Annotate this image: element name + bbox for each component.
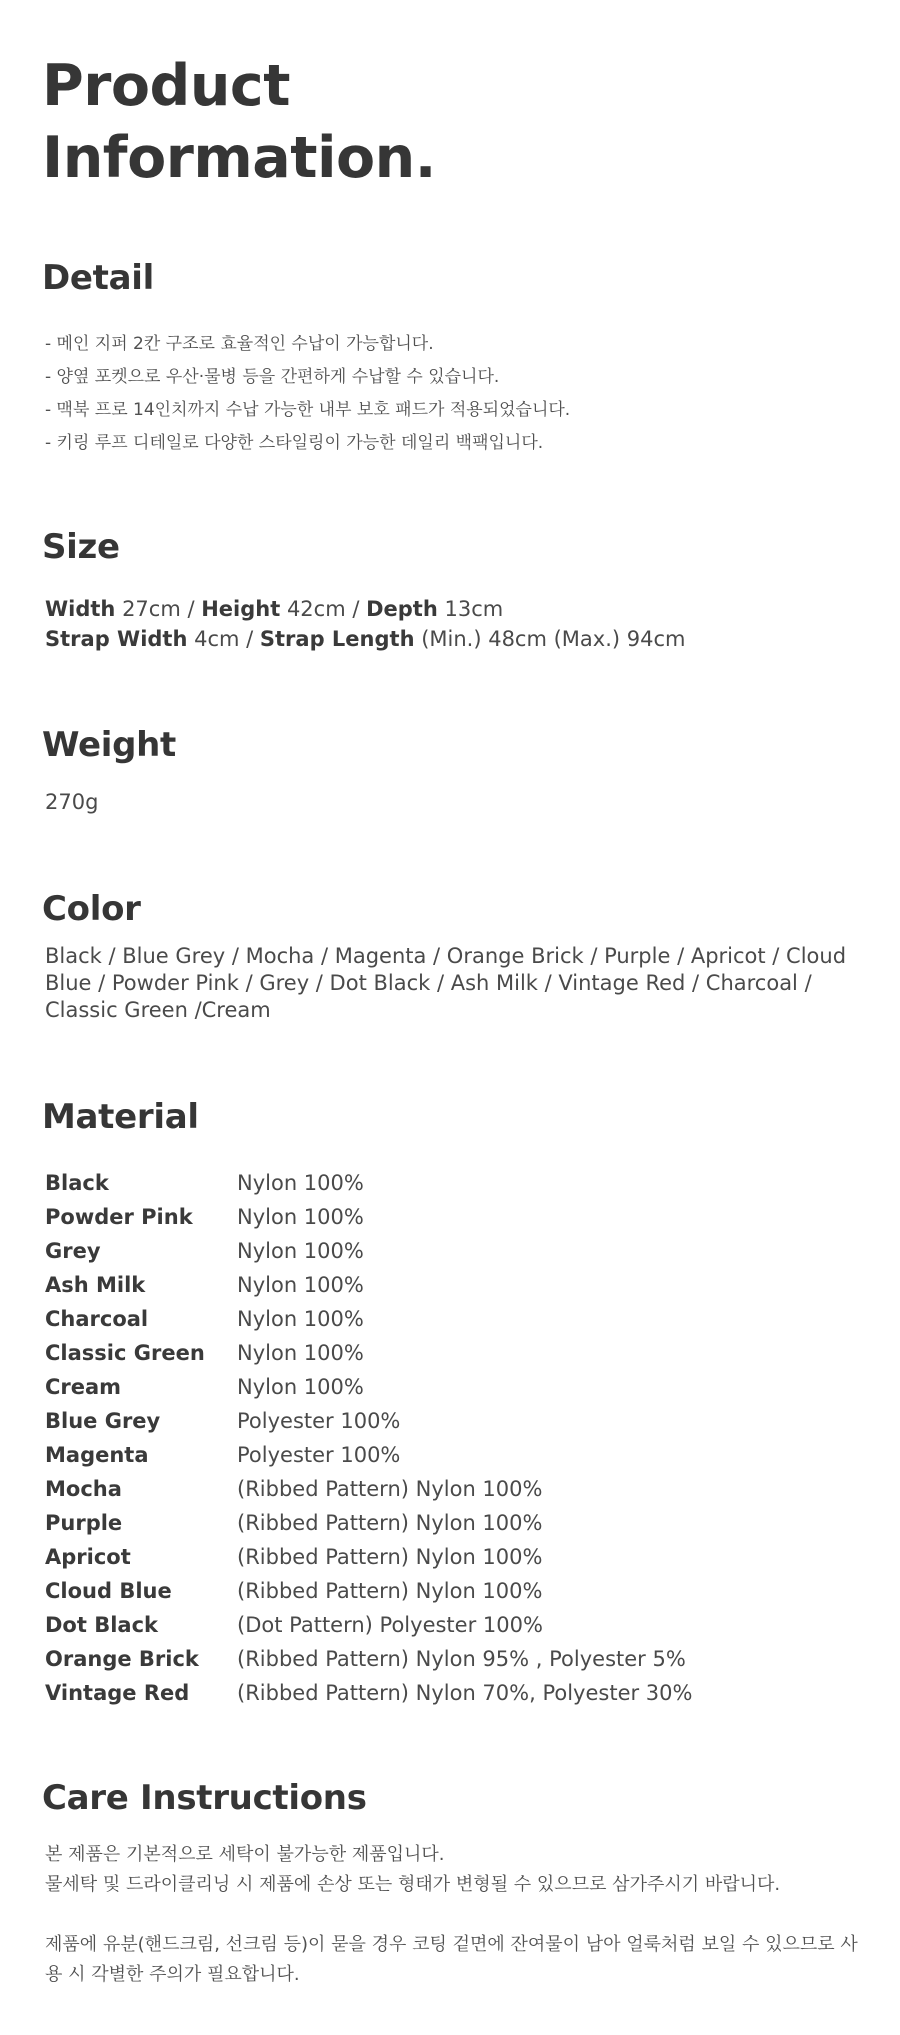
material-composition: (Ribbed Pattern) Nylon 100%: [237, 1579, 543, 1603]
material-color-name: Apricot: [45, 1545, 131, 1569]
material-composition: Polyester 100%: [237, 1443, 401, 1467]
material-composition: Nylon 100%: [237, 1239, 364, 1263]
material-table: [45, 1166, 692, 1710]
material-row: [45, 1166, 692, 1200]
material-composition: Nylon 100%: [237, 1273, 364, 1297]
material-heading: Material: [42, 1097, 199, 1137]
material-color-name: Black: [45, 1171, 109, 1195]
material-composition: Nylon 100%: [237, 1341, 364, 1365]
material-color-name: Grey: [45, 1239, 101, 1263]
material-color-name: Blue Grey: [45, 1409, 161, 1433]
material-color-name: Dot Black: [45, 1613, 158, 1637]
page-title-line1: Product: [42, 53, 290, 119]
care-line: 본 제품은 기본적으로 세탁이 불가능한 제품입니다.: [45, 1844, 445, 1865]
material-composition: (Ribbed Pattern) Nylon 100%: [237, 1545, 543, 1569]
depth-label: Depth: [366, 597, 438, 621]
page-title: [42, 50, 436, 194]
care-spacer: [45, 1900, 875, 1930]
strap-width-value: 4cm /: [187, 627, 260, 651]
material-composition: (Ribbed Pattern) Nylon 100%: [237, 1477, 543, 1501]
material-row: [45, 1370, 692, 1404]
material-composition: (Ribbed Pattern) Nylon 95% , Polyester 5%: [237, 1647, 686, 1671]
detail-item: - 메인 지퍼 2칸 구조로 효율적인 수납이 가능합니다.: [45, 334, 434, 354]
material-composition: Nylon 100%: [237, 1171, 364, 1195]
material-color-name: Classic Green: [45, 1341, 205, 1365]
material-color-name: Mocha: [45, 1477, 122, 1501]
material-color-name: Purple: [45, 1511, 123, 1535]
care-line: 물세탁 및 드라이클리닝 시 제품에 손상 또는 형태가 변형될 수 있으므로 삼가주시기 바랍니다.: [45, 1874, 781, 1895]
strap-width-label: Strap Width: [45, 627, 188, 651]
material-row: [45, 1336, 692, 1370]
width-label: Width: [45, 597, 116, 621]
size-heading: Size: [42, 527, 120, 567]
height-label: Height: [201, 597, 281, 621]
size-strap: [45, 624, 685, 654]
material-color-name: Ash Milk: [45, 1273, 146, 1297]
material-row: [45, 1676, 692, 1710]
material-composition: Polyester 100%: [237, 1409, 401, 1433]
material-composition: (Dot Pattern) Polyester 100%: [237, 1613, 543, 1637]
material-color-name: Cloud Blue: [45, 1579, 172, 1603]
weight-value: 270g: [45, 790, 99, 814]
height-value: 42cm /: [280, 597, 367, 621]
color-heading: Color: [42, 889, 141, 929]
material-row: [45, 1234, 692, 1268]
weight-heading: Weight: [42, 725, 177, 765]
color-list: Black / Blue Grey / Mocha / Magenta / Orange Brick / Purple / Apricot / Cloud Blue / Powder Pink / Grey / Dot Black / Ash Milk / Vintage Red / Charcoal / Classic Green /Cream: [45, 944, 847, 1022]
material-row: [45, 1574, 692, 1608]
material-color-name: Powder Pink: [45, 1205, 193, 1229]
material-composition: Nylon 100%: [237, 1205, 364, 1229]
detail-heading: Detail: [42, 258, 154, 298]
material-row: [45, 1302, 692, 1336]
size-dimensions: [45, 594, 685, 624]
material-composition: (Ribbed Pattern) Nylon 100%: [237, 1511, 543, 1535]
material-row: [45, 1438, 692, 1472]
width-value: 27cm /: [115, 597, 202, 621]
care-line: 제품에 유분(핸드크림, 선크림 등)이 묻을 경우 코팅 겉면에 잔여물이 남아 얼룩처럼 보일 수 있으므로 사용 시 각별한 주의가 필요합니다.: [45, 1934, 858, 1985]
care-heading: Care Instructions: [42, 1778, 367, 1818]
material-row: [45, 1540, 692, 1574]
material-row: [45, 1608, 692, 1642]
material-color-name: Magenta: [45, 1443, 149, 1467]
depth-value: 13cm: [437, 597, 504, 621]
strap-length-value: (Min.) 48cm (Max.) 94cm: [414, 627, 686, 651]
material-color-name: Charcoal: [45, 1307, 149, 1331]
size-spec: [45, 594, 685, 654]
material-composition: Nylon 100%: [237, 1375, 364, 1399]
detail-item: - 키링 루프 디테일로 다양한 스타일링이 가능한 데일리 백팩입니다.: [45, 433, 544, 453]
material-composition: Nylon 100%: [237, 1307, 364, 1331]
detail-item: - 맥북 프로 14인치까지 수납 가능한 내부 보호 패드가 적용되었습니다.: [45, 400, 571, 420]
material-row: [45, 1506, 692, 1540]
material-color-name: Cream: [45, 1375, 122, 1399]
material-row: [45, 1472, 692, 1506]
material-row: [45, 1200, 692, 1234]
material-row: [45, 1404, 692, 1438]
detail-list: [45, 328, 570, 460]
material-row: [45, 1268, 692, 1302]
material-composition: (Ribbed Pattern) Nylon 70%, Polyester 30%: [237, 1681, 693, 1705]
material-color-name: Vintage Red: [45, 1681, 190, 1705]
material-row: [45, 1642, 692, 1676]
page-title-line2: Information.: [42, 125, 436, 191]
material-color-name: Orange Brick: [45, 1647, 199, 1671]
care-instructions: [45, 1840, 875, 1990]
strap-length-label: Strap Length: [259, 627, 415, 651]
detail-item: - 양옆 포켓으로 우산·물병 등을 간편하게 수납할 수 있습니다.: [45, 367, 500, 387]
